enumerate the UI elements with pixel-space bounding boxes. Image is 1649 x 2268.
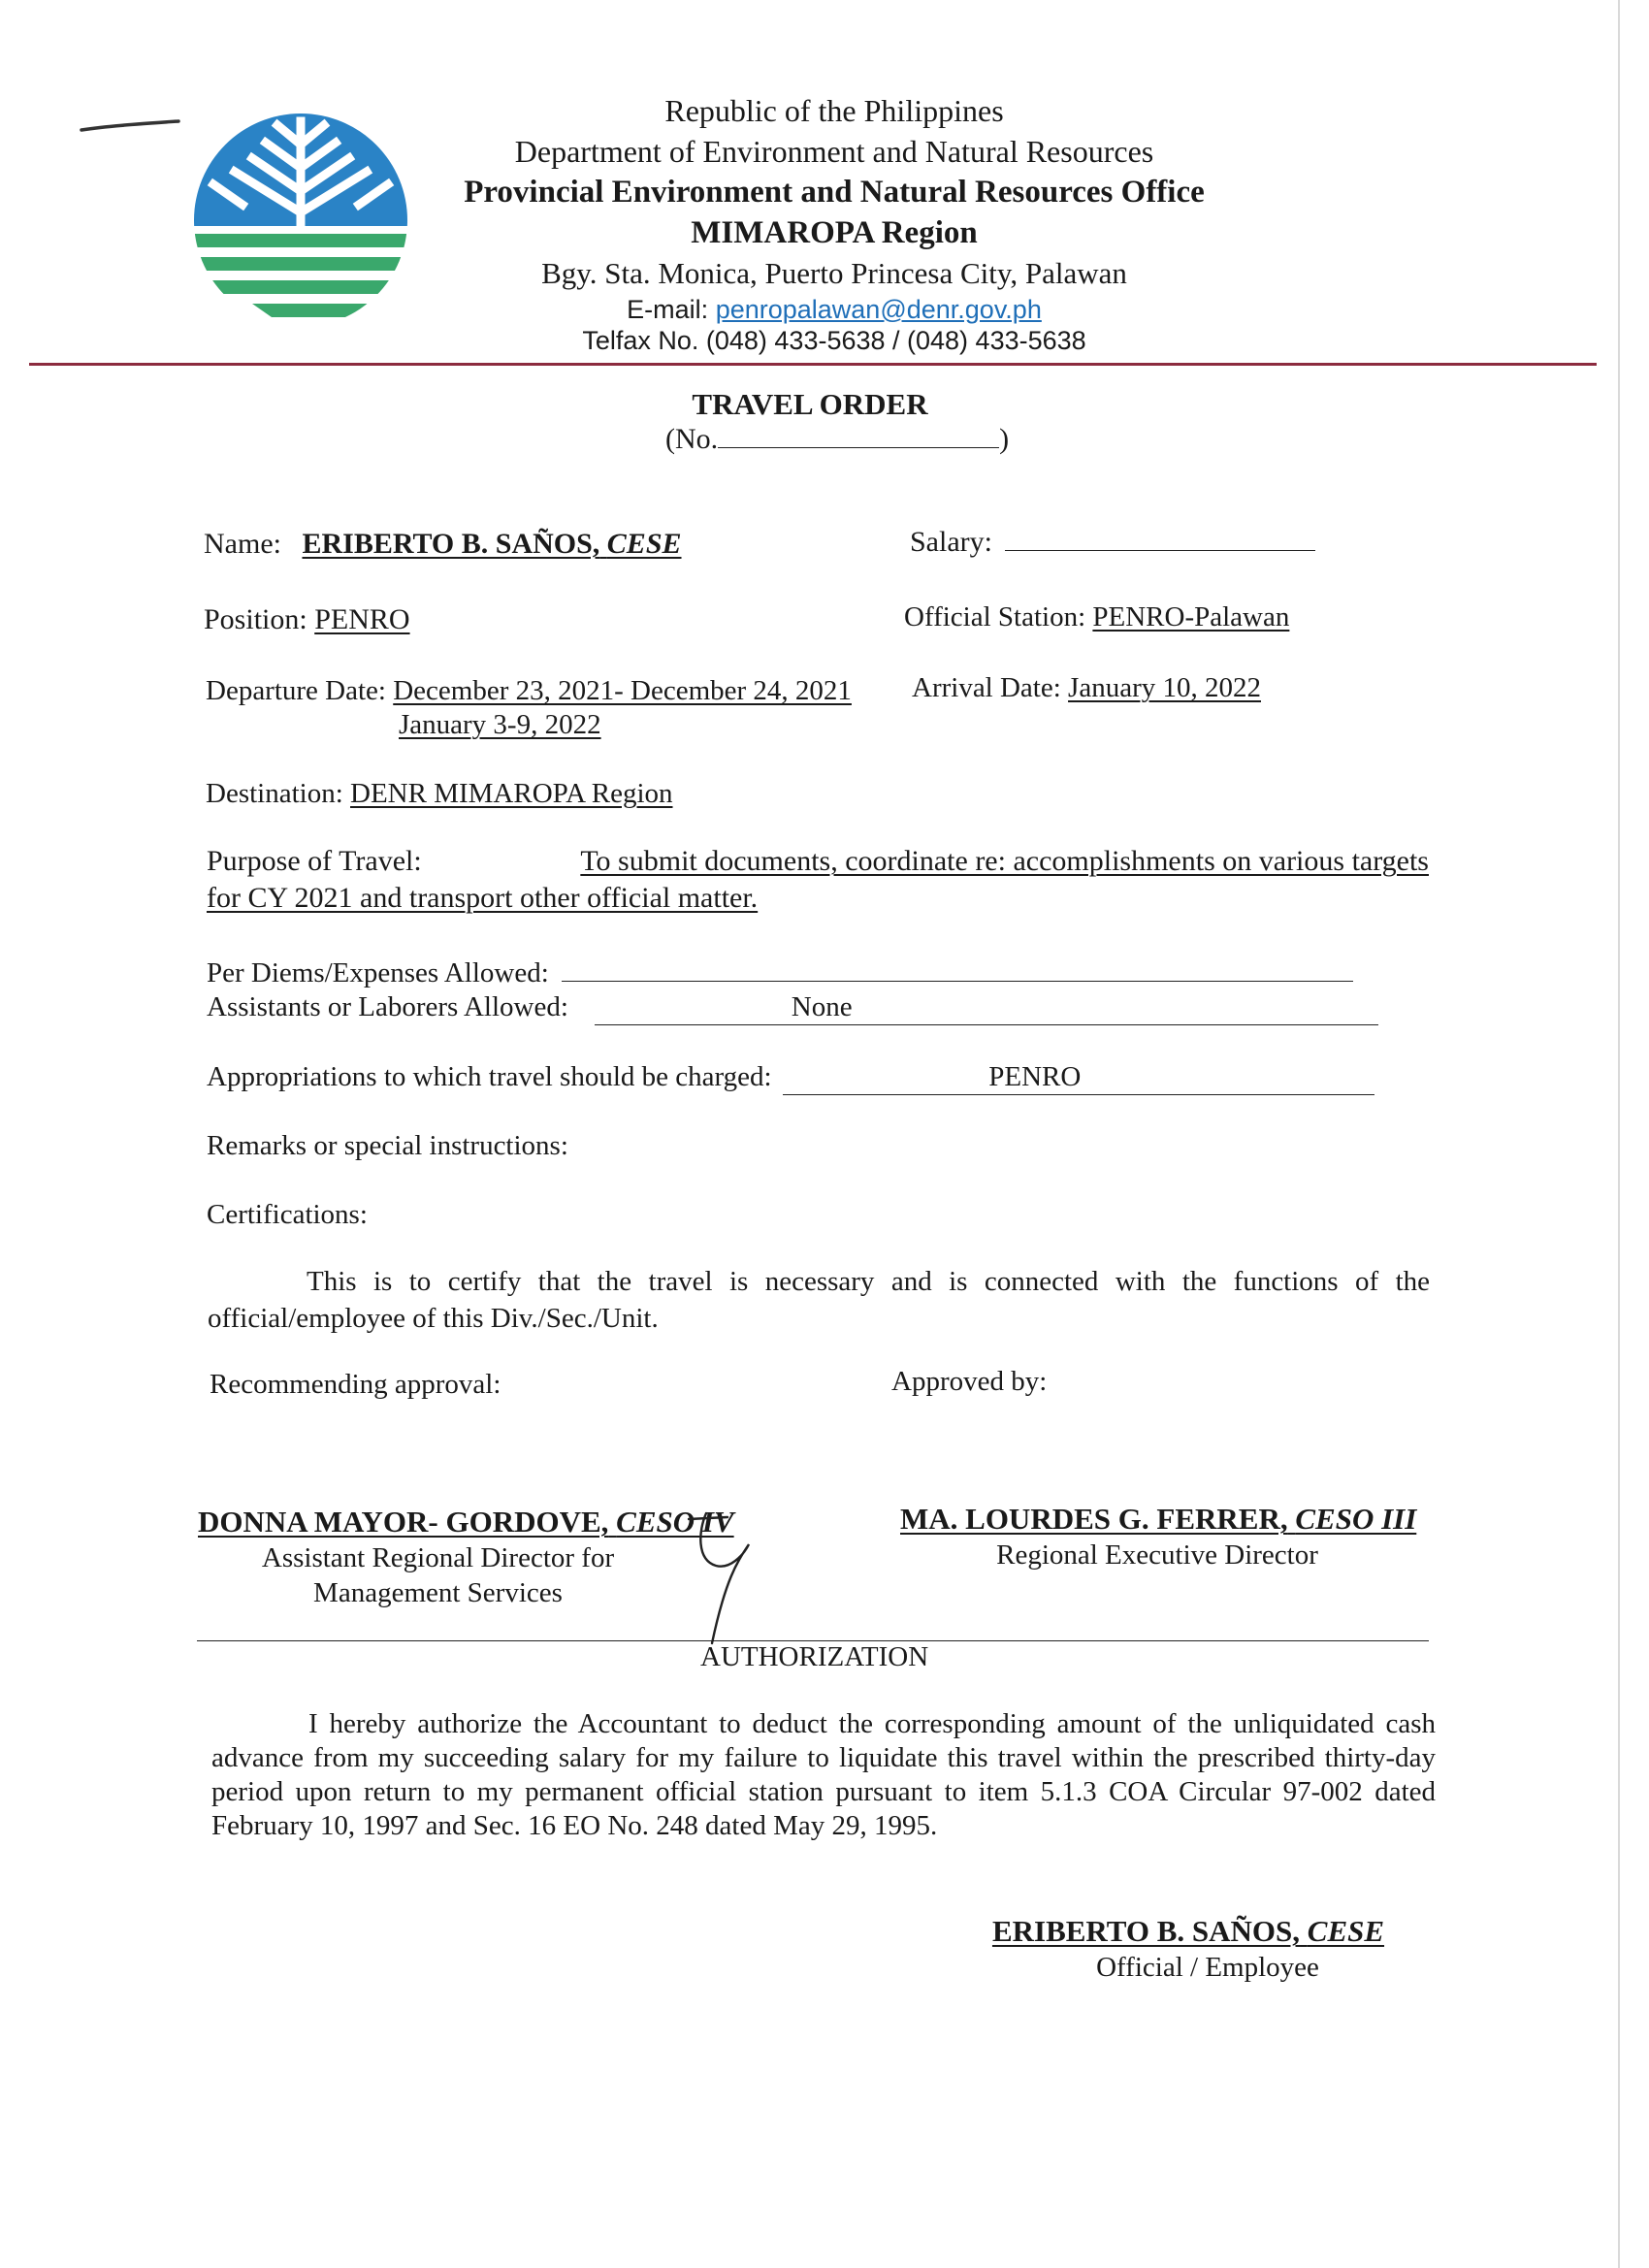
authorization-heading: AUTHORIZATION <box>700 1641 929 1672</box>
assistants-label: Assistants or Laborers Allowed: <box>207 991 568 1022</box>
arrival-value: January 10, 2022 <box>1068 672 1261 703</box>
order-number-line <box>665 421 1009 458</box>
name-row <box>204 527 682 562</box>
departure-value-2: January 3-9, 2022 <box>399 709 601 740</box>
position-row <box>204 602 410 637</box>
authorization-text: I hereby authorize the Accountant to deduct the corresponding amount of the unliquidated cash advance from my succeeding salary for my failure to liquidate this travel within the prescribed thirty-day period upon return to my permanent official station pursuant to item 5.1.3 COA Circular 97-002 dated February 10, 1997 and Sec. 16 EO No. 248 dated May 29, 1995. <box>211 1708 1436 1841</box>
order-number-blank <box>718 447 999 448</box>
recommender-block <box>198 1504 741 1610</box>
employee-block <box>989 1913 1387 1985</box>
recommender-title-2: Management Services <box>313 1577 563 1608</box>
recommender-title-1: Assistant Regional Director for <box>261 1542 615 1573</box>
salary-blank <box>1005 523 1315 551</box>
departure-label: Departure Date: <box>206 675 386 706</box>
email-label: E-mail: <box>627 295 709 324</box>
header-telfax: Telfax No. (048) 433-5638 / (048) 433-5638 <box>582 326 1086 355</box>
remarks-label: Remarks or special instructions: <box>207 1130 568 1161</box>
letterhead <box>369 90 1300 356</box>
recommender-name-text: DONNA MAYOR- GORDOVE, <box>198 1505 609 1539</box>
purpose-value-2: for CY 2021 and transport other official matter. <box>207 882 759 914</box>
station-label: Official Station: <box>904 601 1086 632</box>
approved-label: Approved by: <box>891 1366 1048 1397</box>
perdiem-row <box>207 956 1353 990</box>
appropriations-blank <box>783 1059 1374 1095</box>
certification-text: This is to certify that the travel is necessary and is connected with the functions of the official/employee of this Div./Sec./Unit. <box>208 1266 1430 1334</box>
scan-edge <box>1618 0 1620 2268</box>
name-suffix: CESE <box>606 528 682 560</box>
position-label: Position: <box>204 603 307 635</box>
station-value: PENRO-Palawan <box>1092 601 1290 632</box>
purpose-row <box>207 844 1429 916</box>
approver-suffix: CESO III <box>1295 1502 1417 1536</box>
destination-value: DENR MIMAROPA Region <box>350 778 673 809</box>
header-email-line <box>369 294 1300 325</box>
employee-title: Official / Employee <box>1096 1952 1319 1983</box>
assistants-blank <box>595 989 1378 1025</box>
position-value: PENRO <box>314 603 410 635</box>
header-region: MIMAROPA Region <box>691 215 978 250</box>
header-divider <box>29 363 1597 366</box>
signature-mark <box>669 1502 776 1647</box>
email-link[interactable]: penropalawan@denr.gov.ph <box>715 295 1042 324</box>
employee-suffix: CESE <box>1307 1914 1385 1948</box>
order-number-label: (No. <box>665 423 719 455</box>
arrival-label: Arrival Date: <box>912 672 1061 703</box>
purpose-label: Purpose of Travel: <box>207 845 422 877</box>
approver-name-text: MA. LOURDES G. FERRER, <box>900 1502 1288 1536</box>
salary-label: Salary: <box>910 526 992 558</box>
appropriations-label: Appropriations to which travel should be charged: <box>207 1061 772 1092</box>
destination-label: Destination: <box>206 778 343 809</box>
arrival-row <box>912 670 1261 705</box>
recommending-label: Recommending approval: <box>210 1369 501 1400</box>
salary-row <box>910 523 1315 560</box>
recommender-suffix: CESO IV <box>616 1505 734 1539</box>
header-department: Department of Environment and Natural Resources <box>514 134 1154 169</box>
departure-value-1: December 23, 2021- December 24, 2021 <box>393 675 852 706</box>
header-office: Provincial Environment and Natural Resources Office <box>464 175 1205 210</box>
pen-mark <box>78 114 184 134</box>
employee-name-text: ERIBERTO B. SAÑOS, <box>991 1914 1301 1948</box>
perdiem-label: Per Diems/Expenses Allowed: <box>207 957 549 988</box>
departure-row <box>206 673 852 708</box>
document-title: TRAVEL ORDER <box>692 387 928 421</box>
header-address: Bgy. Sta. Monica, Puerto Princesa City, Palawan <box>541 256 1127 290</box>
departure-row-2 <box>399 707 601 742</box>
appropriations-row <box>207 1059 1374 1095</box>
name-text: ERIBERTO B. SAÑOS, <box>302 528 600 560</box>
order-number-close: ) <box>999 423 1010 455</box>
destination-row <box>206 776 673 811</box>
approver-block <box>900 1501 1443 1572</box>
header-country: Republic of the Philippines <box>664 93 1004 128</box>
appropriations-value: PENRO <box>988 1061 1082 1092</box>
station-row <box>904 599 1289 634</box>
approver-title: Regional Executive Director <box>996 1539 1318 1571</box>
perdiem-blank <box>562 956 1353 982</box>
recommender-name <box>198 1504 741 1540</box>
approver-name <box>900 1501 1443 1538</box>
certifications-label: Certifications: <box>207 1199 368 1230</box>
employee-name <box>989 1913 1387 1950</box>
assistants-row <box>207 989 1378 1025</box>
purpose-value-1: To submit documents, coordinate re: accomplishments on various targets <box>580 845 1429 877</box>
name-value <box>302 528 681 560</box>
name-label: Name: <box>204 528 281 560</box>
assistants-value: None <box>791 991 853 1022</box>
